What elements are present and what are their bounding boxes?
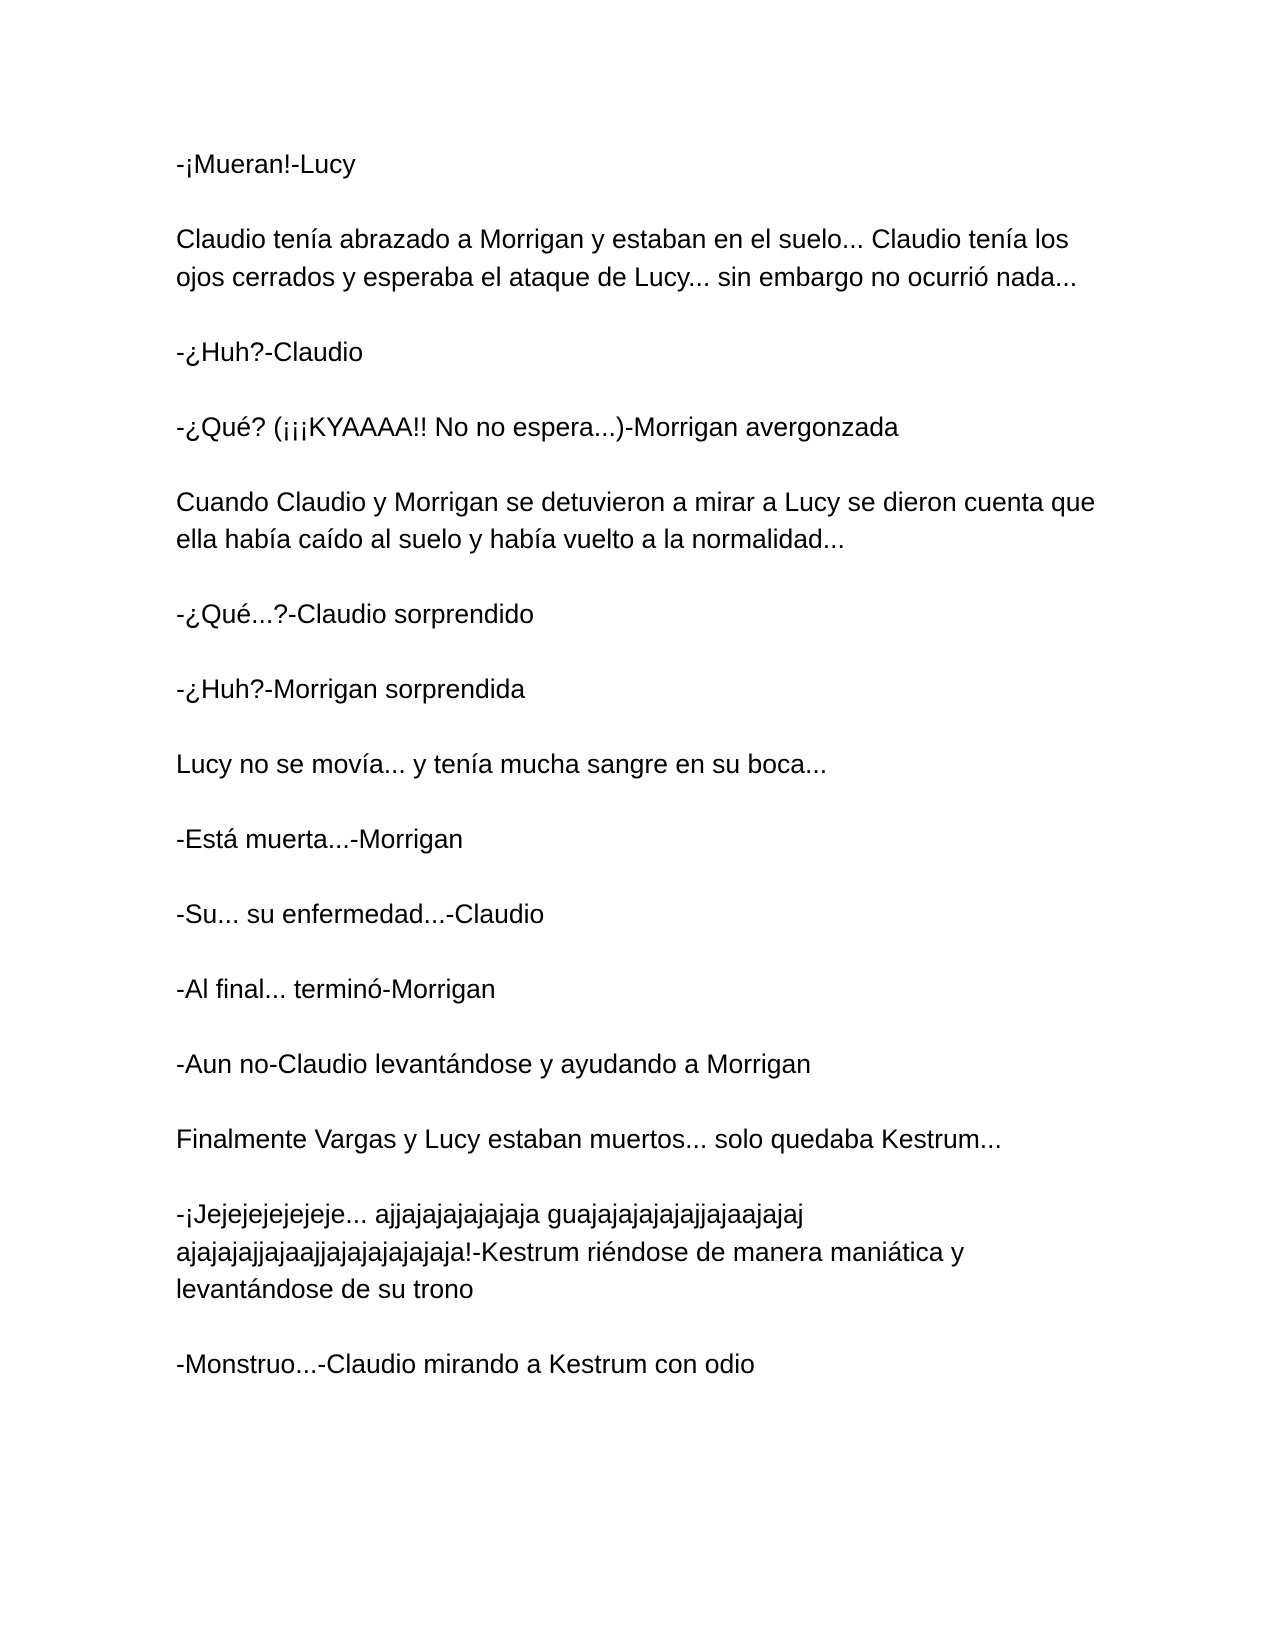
paragraph: -¿Huh?-Morrigan sorprendida bbox=[176, 674, 526, 704]
paragraph: -Monstruo...-Claudio mirando a Kestrum con odio bbox=[176, 1349, 755, 1379]
paragraph: -¡Mueran!-Lucy bbox=[176, 149, 356, 179]
paragraph: -Al final... terminó-Morrigan bbox=[176, 974, 496, 1004]
paragraph: -¡Jejejejejejeje... ajjajajajajajaja guajajajajajajjajaajajaj ajajajajjajaajjajajajajajaja!-Kestrum riéndose de manera maniática y levantándose de su trono bbox=[176, 1199, 965, 1304]
paragraph: Finalmente Vargas y Lucy estaban muertos... solo quedaba Kestrum... bbox=[176, 1124, 1002, 1154]
document-body bbox=[176, 146, 1096, 1421]
paragraph: -¿Qué...?-Claudio sorprendido bbox=[176, 599, 534, 629]
paragraph: Lucy no se movía... y tenía mucha sangre en su boca... bbox=[176, 749, 828, 779]
paragraph: Cuando Claudio y Morrigan se detuvieron a mirar a Lucy se dieron cuenta que ella había caído al suelo y había vuelto a la normalidad... bbox=[176, 486, 1096, 554]
paragraph: Claudio tenía abrazado a Morrigan y estaban en el suelo... Claudio tenía los ojos cerrados y esperaba el ataque de Lucy... sin embargo no ocurrió nada... bbox=[176, 224, 1078, 292]
paragraph: -Su... su enfermedad...-Claudio bbox=[176, 899, 545, 929]
paragraph: -¿Qué? (¡¡¡KYAAAA!! No no espera...)-Morrigan avergonzada bbox=[176, 411, 899, 442]
paragraph: -¿Huh?-Claudio bbox=[176, 336, 364, 367]
paragraph: -Aun no-Claudio levantándose y ayudando a Morrigan bbox=[176, 1049, 811, 1079]
paragraph: -Está muerta...-Morrigan bbox=[176, 824, 464, 854]
